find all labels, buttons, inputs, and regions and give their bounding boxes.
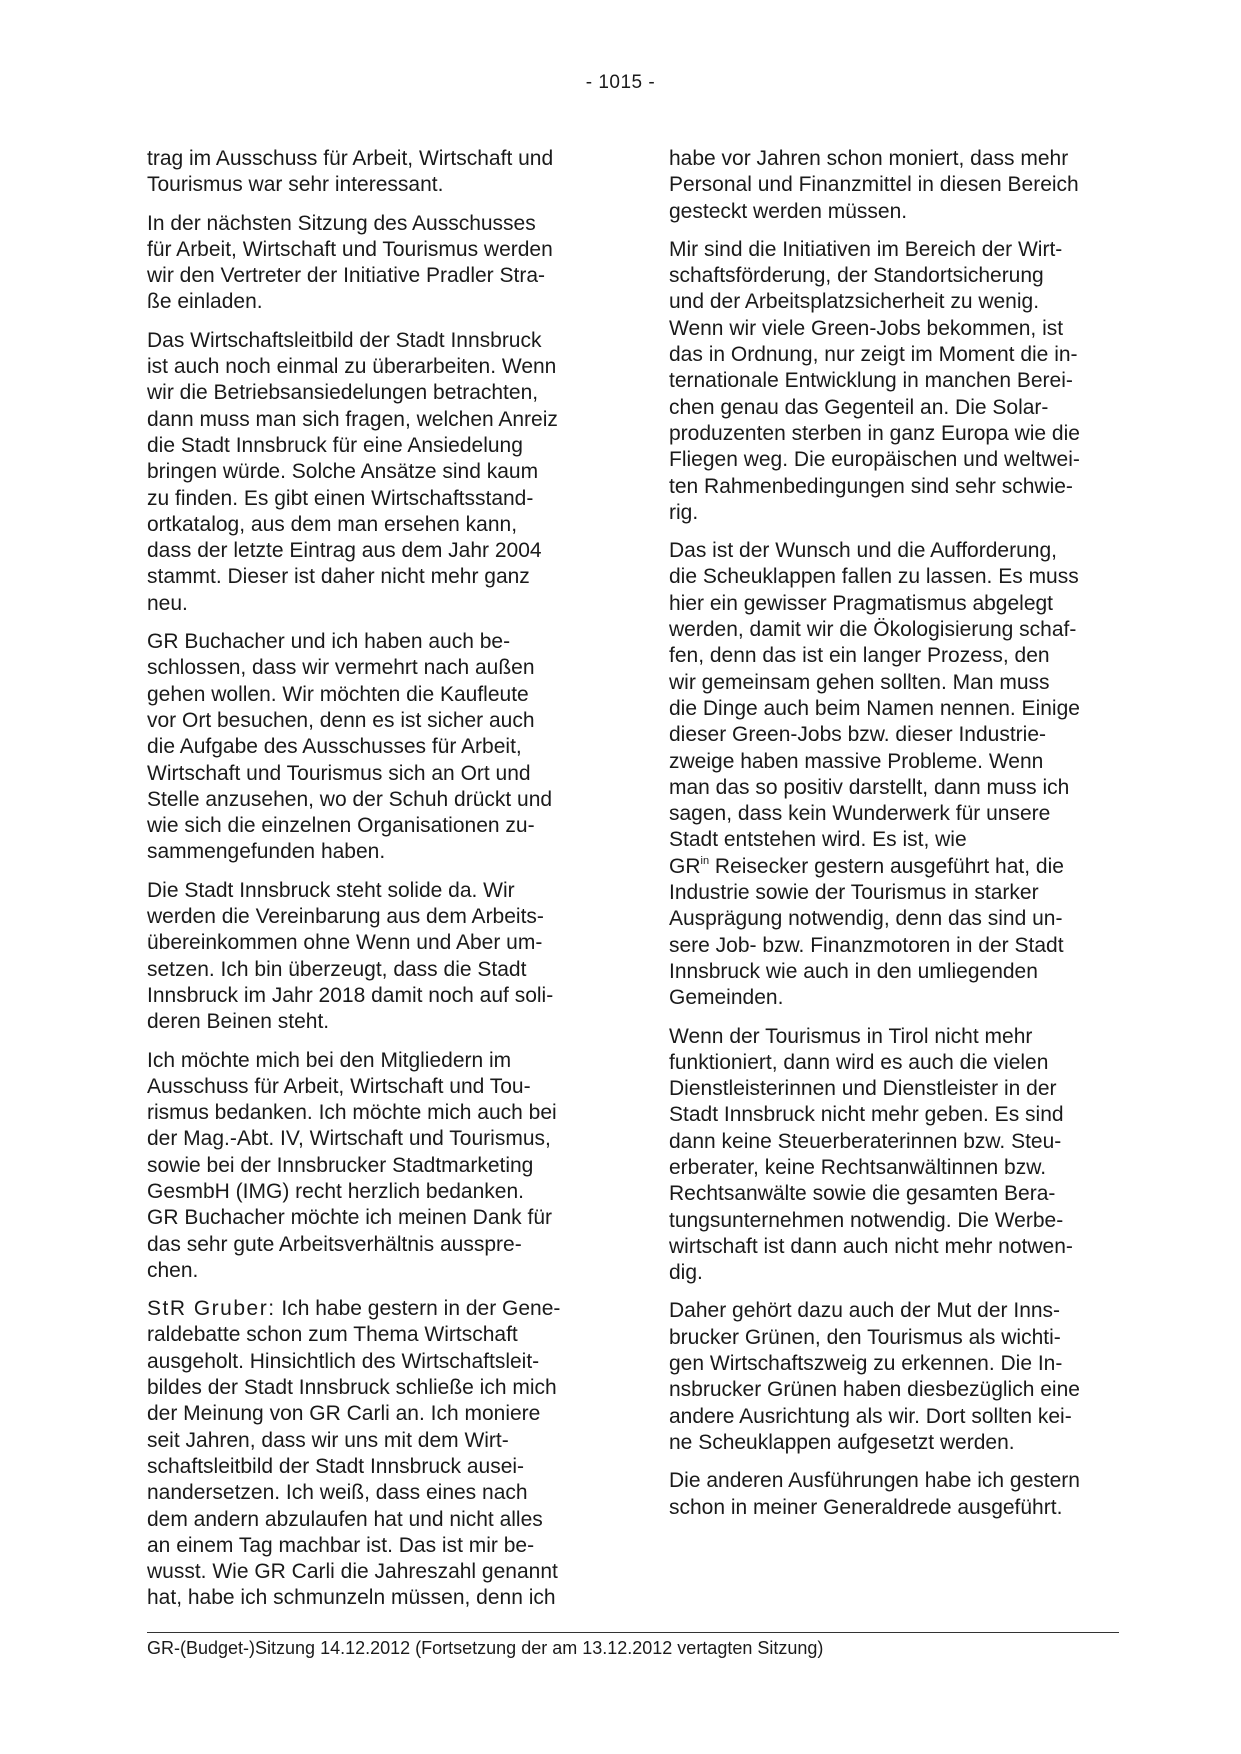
text-line: tungsunternehmen notwendig. Die Werbe- [669,1208,1064,1232]
text-line: hier ein gewisser Pragmatismus abgelegt [669,591,1054,615]
text-line: wusst. Wie GR Carli die Jahreszahl genannt [147,1560,558,1584]
text-line: schon in meiner Generaldrede ausgeführt. [669,1495,1063,1519]
text-line: wir die Betriebsansiedelungen betrachten, [147,381,539,405]
text-line: ausgeholt. Hinsichtlich des Wirtschaftsleit- [147,1349,540,1373]
text-line: Mir sind die Initiativen im Bereich der Wirt- [669,237,1063,261]
text-line: das sehr gute Arbeitsverhältnis ausspre- [147,1232,522,1256]
paragraph [147,146,597,199]
text-line: Dienstleisterinnen und Dienstleister in der [669,1077,1057,1101]
paragraph [147,629,597,866]
text-line: der Mag.-Abt. IV, Wirtschaft und Tourismus, [147,1127,551,1151]
right-column [669,146,1119,1533]
paragraph [669,1468,1119,1521]
speaker-first-line: Ich habe gestern in der Gene- [275,1297,561,1321]
text-line: man das so positiv darstellt, dann muss ich [669,775,1070,799]
text-line: raldebatte schon zum Thema Wirtschaft [147,1323,518,1347]
paragraph [669,538,1119,1011]
text-line: der Meinung von GR Carli an. Ich moniere [147,1402,541,1426]
text-line: GesmbH (IMG) recht herzlich bedanken. [147,1179,524,1203]
text-line: andere Ausrichtung als wir. Dort sollten kei- [669,1404,1072,1428]
text-line: Daher gehört dazu auch der Mut der Inns- [669,1299,1061,1323]
text-line: Innsbruck im Jahr 2018 damit noch auf soli- [147,983,554,1007]
text-line: trag im Ausschuss für Arbeit, Wirtschaft und [147,147,554,170]
text-line: schlossen, dass wir vermehrt nach außen [147,656,535,680]
text-line: Wirtschaft und Tourismus sich an Ort und [147,761,531,785]
text-line: dass der letzte Eintrag aus dem Jahr 2004 [147,539,542,563]
footer-rule [147,1632,1119,1633]
gr-prefix: GR [669,854,701,878]
text-line: Stadt entstehen wird. Es ist, wie [669,828,967,852]
text-line: dann muss man sich fragen, welchen Anreiz [147,407,558,431]
text-line: für Arbeit, Wirtschaft und Tourismus werden [147,237,553,261]
text-line: chen genau das Gegenteil an. Die Solar- [669,395,1049,419]
text-line: sagen, dass kein Wunderwerk für unsere [669,802,1051,826]
paragraph [147,211,597,316]
text-line: In der nächsten Sitzung des Ausschusses [147,211,536,235]
text-line: sere Job- bzw. Finanzmotoren in der Stadt [669,933,1064,957]
text-line: Die Stadt Innsbruck steht solide da. Wir [147,878,515,902]
text-line: ist auch noch einmal zu überarbeiten. Wenn [147,355,557,379]
text-line: Wenn der Tourismus in Tirol nicht mehr [669,1024,1033,1048]
text-line: Industrie sowie der Tourismus in starker [669,881,1039,905]
text-line: Innsbruck wie auch in den umliegenden [669,959,1038,983]
text-line: gen Wirtschaftszweig zu erkennen. Die In- [669,1352,1063,1376]
text-line: neu. [147,591,188,615]
text-line: dem andern abzulaufen hat und nicht alles [147,1507,543,1531]
text-line: seit Jahren, dass wir uns mit dem Wirt- [147,1428,509,1452]
text-line: ortkatalog, aus dem man ersehen kann, [147,512,518,536]
text-line: nandersetzen. Ich weiß, dass eines nach [147,1481,528,1505]
speaker-paragraph [147,1296,597,1612]
text-line: Stadt Innsbruck nicht mehr geben. Es sind [669,1103,1064,1127]
text-line: funktioniert, dann wird es auch die vielen [669,1050,1049,1074]
text-line: Rechtsanwälte sowie die gesamten Bera- [669,1182,1056,1206]
text-line: sowie bei der Innsbrucker Stadtmarketing [147,1153,534,1177]
text-line: produzenten sterben in ganz Europa wie die [669,421,1080,445]
text-line: sammengefunden haben. [147,840,386,864]
text-line: werden die Vereinbarung aus dem Arbeits- [147,905,544,929]
left-column [147,146,597,1624]
gr-superscript: in [700,854,710,867]
text-line: an einem Tag machbar ist. Das ist mir be- [147,1533,535,1557]
text-line: Ausschuss für Arbeit, Wirtschaft und Tou- [147,1074,531,1098]
paragraph [147,878,597,1036]
text-line: dig. [669,1261,703,1285]
text-line: vor Ort besuchen, denn es ist sicher auch [147,708,535,732]
text-line: nsbrucker Grünen haben diesbezüglich eine [669,1378,1080,1402]
text-line: Das Wirtschaftsleitbild der Stadt Innsbruck [147,328,542,352]
text-line: zweige haben massive Probleme. Wenn [669,749,1044,773]
gr-line-rest: Reisecker gestern ausgeführt hat, die [709,854,1064,878]
text-line: setzen. Ich bin überzeugt, dass die Stadt [147,957,527,981]
text-line: rismus bedanken. Ich möchte mich auch bei [147,1101,557,1125]
text-line: brucker Grünen, den Tourismus als wichti- [669,1325,1061,1349]
text-line [147,1296,597,1322]
page-number: - 1015 - [585,72,656,93]
text-line: wir den Vertreter der Initiative Pradler Stra- [147,264,545,288]
text-line: Fliegen weg. Die europäischen und weltwei- [669,448,1080,472]
text-line: stammt. Dieser ist daher nicht mehr ganz [147,565,530,589]
text-line [669,854,1119,880]
text-line: die Aufgabe des Ausschusses für Arbeit, [147,735,522,759]
text-line: die Scheuklappen fallen zu lassen. Es muss [669,565,1079,589]
paragraph [669,237,1119,526]
paragraph [669,1024,1119,1287]
text-line: gehen wollen. Wir möchten die Kaufleute [147,682,529,706]
text-line: Die anderen Ausführungen habe ich gestern [669,1469,1080,1493]
text-line: habe vor Jahren schon moniert, dass mehr [669,147,1069,170]
text-line: werden, damit wir die Ökologisierung schaf- [669,618,1077,642]
paragraph [147,1048,597,1285]
text-line: dann keine Steuerberaterinnen bzw. Steu- [669,1129,1062,1153]
text-line: schaftsleitbild der Stadt Innsbruck ausei- [147,1454,525,1478]
text-line: Tourismus war sehr interessant. [147,173,444,197]
text-line: Personal und Finanzmittel in diesen Bereich [669,173,1079,197]
paragraph [669,146,1119,225]
text-line: chen. [147,1258,199,1282]
text-line: wie sich die einzelnen Organisationen zu- [147,814,535,838]
text-line: GR Buchacher möchte ich meinen Dank für [147,1206,553,1230]
text-line: gesteckt werden müssen. [669,199,908,223]
text-line: rig. [669,500,699,524]
paragraph [669,1298,1119,1456]
speaker-name: StR Gruber: [147,1297,276,1321]
text-line: zu finden. Es gibt einen Wirtschaftsstand- [147,486,534,510]
text-line: ße einladen. [147,290,263,314]
text-line: erberater, keine Rechtsanwältinnen bzw. [669,1155,1047,1179]
text-line: Wenn wir viele Green-Jobs bekommen, ist [669,316,1064,340]
text-line: GR Buchacher und ich haben auch be- [147,630,511,654]
text-line: ten Rahmenbedingungen sind sehr schwie- [669,474,1073,498]
text-line: schaftsförderung, der Standortsicherung [669,264,1044,288]
text-line: das in Ordnung, nur zeigt im Moment die in- [669,343,1078,367]
text-line: wir gemeinsam gehen sollten. Man muss [669,670,1050,694]
text-line: die Stadt Innsbruck für eine Ansiedelung [147,433,523,457]
text-line: Ich möchte mich bei den Mitgliedern im [147,1048,512,1072]
text-line: Gemeinden. [669,986,784,1010]
text-line: Das ist der Wunsch und die Aufforderung, [669,539,1057,563]
text-line: Stelle anzusehen, wo der Schuh drückt und [147,787,553,811]
paragraph [147,328,597,617]
text-line: Ausprägung notwendig, denn das sind un- [669,907,1063,931]
text-line: dieser Green-Jobs bzw. dieser Industrie- [669,723,1047,747]
text-line: deren Beinen steht. [147,1010,330,1034]
text-line: hat, habe ich schmunzeln müssen, denn ich [147,1586,556,1610]
text-line: ne Scheuklappen aufgesetzt werden. [669,1430,1015,1454]
text-line: übereinkommen ohne Wenn und Aber um- [147,931,543,955]
text-line: ternationale Entwicklung in manchen Berei- [669,369,1073,393]
text-line: bringen würde. Solche Ansätze sind kaum [147,460,539,484]
text-line: und der Arbeitsplatzsicherheit zu wenig. [669,290,1040,314]
text-line: wirtschaft ist dann auch nicht mehr notwen- [669,1234,1073,1258]
footer-text: GR-(Budget-)Sitzung 14.12.2012 (Fortsetzung der am 13.12.2012 vertagten Sitzung) [147,1638,824,1658]
text-line: fen, denn das ist ein langer Prozess, den [669,644,1050,668]
text-line: bildes der Stadt Innsbruck schließe ich mich [147,1376,557,1400]
text-line: die Dinge auch beim Namen nennen. Einige [669,696,1080,720]
